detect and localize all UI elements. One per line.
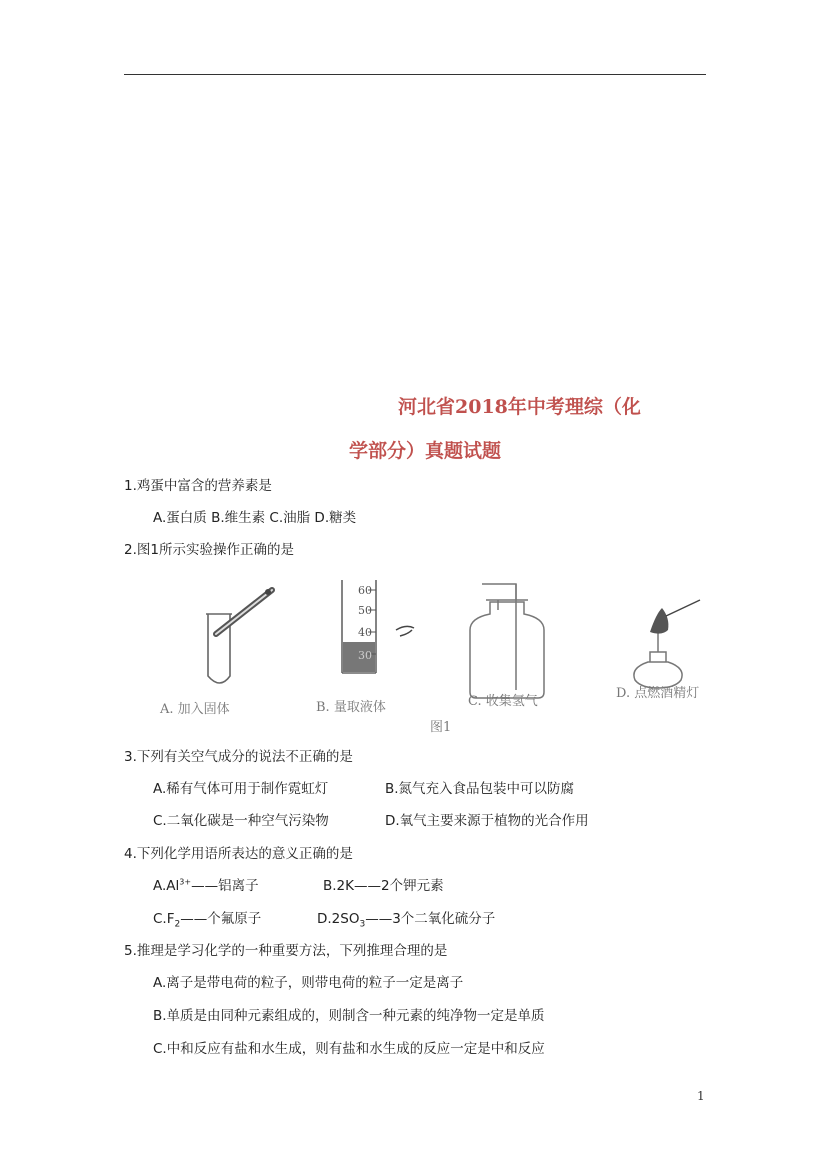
figure-caption-a: A. 加入固体 — [160, 702, 230, 717]
question-3-option-d: D.氧气主要来源于植物的光合作用 — [385, 813, 589, 829]
question-1-options: A.蛋白质 B.维生素 C.油脂 D.糖类 — [153, 510, 357, 526]
question-3-stem: 3.下列有关空气成分的说法不正确的是 — [124, 749, 353, 765]
scale-40: 40 — [358, 626, 372, 639]
question-3-option-c: C.二氧化碳是一种空气污染物 — [153, 813, 329, 829]
question-2-stem: 2.图1所示实验操作正确的是 — [124, 542, 294, 558]
question-3-option-a: A.稀有气体可用于制作霓虹灯 — [153, 781, 329, 797]
eye-icon — [396, 626, 414, 636]
figure-1 — [130, 570, 770, 745]
doc-title-line2: 学部分）真题试题 — [349, 440, 502, 462]
header-rule — [124, 74, 706, 75]
question-4-option-b: B.2K——2个钾元素 — [323, 878, 444, 894]
figure-caption-b: B. 量取液体 — [316, 700, 386, 715]
question-5-option-c: C.中和反应有盐和水生成，则有盐和水生成的反应一定是中和反应 — [153, 1041, 545, 1057]
question-4-stem: 4.下列化学用语所表达的意义正确的是 — [124, 846, 353, 862]
spatula-icon — [216, 589, 272, 634]
page-number: 1 — [697, 1089, 705, 1103]
question-1-stem: 1.鸡蛋中富含的营养素是 — [124, 478, 272, 494]
question-5-option-b: B.单质是由同种元素组成的，则制含一种元素的纯净物一定是单质 — [153, 1008, 545, 1024]
question-5-stem: 5.推理是学习化学的一种重要方法，下列推理合理的是 — [124, 943, 448, 959]
alcohol-lamp-icon — [634, 632, 682, 688]
figure-caption-c: C. 收集氢气 — [468, 694, 538, 709]
scale-60: 60 — [358, 584, 372, 597]
figure-label: 图1 — [430, 720, 452, 735]
question-5-option-a: A.离子是带电荷的粒子，则带电荷的粒子一定是离子 — [153, 975, 464, 991]
match-stick — [666, 600, 700, 616]
doc-title-line1: 河北省2018年中考理综（化 — [398, 396, 641, 418]
gas-bottle-icon — [470, 584, 544, 698]
figure-caption-d: D. 点燃酒精灯 — [616, 686, 700, 701]
question-4-option-c: $C.F_2——$个氟原子 — [153, 911, 262, 930]
flame-icon — [650, 608, 668, 634]
question-4-option-a: $A.Al^{3+}——$铝离子 — [153, 877, 259, 894]
question-3-option-b: B.氮气充入食品包装中可以防腐 — [385, 781, 575, 797]
scale-50: 50 — [358, 604, 372, 617]
question-4-option-d: $D.2SO_3——3$个二氧化硫分子 — [317, 911, 496, 930]
scale-30: 30 — [358, 649, 372, 662]
